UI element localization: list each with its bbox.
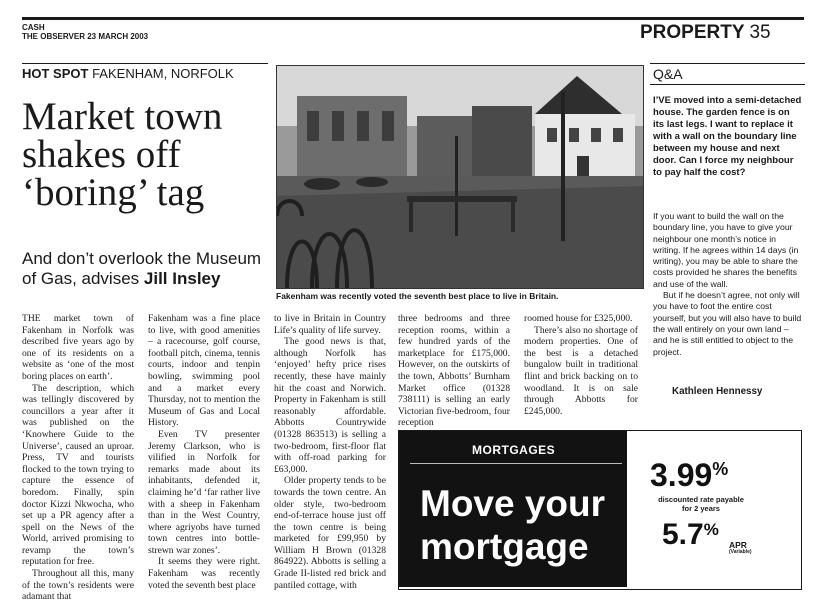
article-column-3 (274, 313, 386, 591)
paragraph: The good news is that, although Norfolk has ‘enjoyed’ hefty price rises recently, these have mainly hit the coast and Norwich. Property in Fakenham is still reasonably affordable. Abbotts Countrywide (01328 863513) is selling a two-bedroom, first-floor flat with off-road parking for £63,000. (274, 336, 386, 475)
headline: Market town shakes off ‘boring’ tag (22, 95, 223, 214)
kicker-label: HOT SPOT (22, 66, 89, 81)
masthead-rule (22, 17, 804, 20)
paragraph: three bedrooms and three reception rooms, within a few hundred yards of the marketplace for £175,000. However, on the outskirts of the town, Abbotts’ Burnham Market office (01328 738111) is selling an early Victorian five-bedroom, four reception (398, 313, 510, 429)
article-column-1 (22, 313, 134, 603)
paragraph: Even TV presenter Jeremy Clarkson, who is vilified in Norfolk for remarks made about its inhabitants, defended it, claiming he’d ‘far rather live with a sheep in Fakenham than in the West Country, where agriyobs have turned town centres into bottle-strewn war zones’. (148, 428, 260, 556)
town-square-image (277, 66, 643, 288)
photo-caption: Fakenham was recently voted the seventh best place to live in Britain. (276, 291, 559, 301)
standfirst (22, 249, 274, 289)
paragraph: Throughout all this, many of the town’s residents were adamant that (22, 568, 134, 603)
article-column-2 (148, 313, 260, 591)
paragraph: to live in Britain in Country Life’s quality of life survey. (274, 313, 386, 336)
standfirst-text: And don’t overlook the Museum of Gas, advises (22, 249, 262, 288)
discount-rate-note: discounted rate payable for 2 years (658, 495, 744, 513)
kicker (22, 66, 234, 81)
paragraph: There’s also no shortage of modern properties. One of the best is a detached bungalow built in traditional flint and brick backing on to woodland. It is on sale through Abbotts for £245,000. (524, 324, 638, 417)
answer-paragraph: If you want to build the wall on the boundary line, you have to give your neighbour one month’s notice in writing. If he agrees within 14 days (in writing), you may be able to share the costs provided he shares the benefits and use of the wall. (653, 211, 799, 289)
paragraph: It seems they were right. Fakenham was recently voted the seventh best place (148, 556, 260, 591)
paragraph: The description, which was tellingly discovered by councillors a year after it was published on the ‘Knowhere Guide to the Universe’, caused an uproar. Press, TV and tourists flocked to the town trying to capture the essence of boredom. Finally, spin doctor Kizzi Nkwocha, who set up a PR agency after a spell on the News of the World, arrived promising to revamp the town’s reputation for free. (22, 382, 134, 568)
advert-label: MORTGAGES (472, 443, 556, 457)
percent-sign: % (712, 459, 729, 479)
qa-answer (653, 211, 803, 358)
variable-label: (Variable) (729, 549, 752, 555)
apr-label: APR (729, 540, 747, 550)
qa-author: Kathleen Hennessy (672, 386, 763, 397)
answer-paragraph: But if he doesn’t agree, not only will you have to foot the entire cost yourself, but you will also have to build the wall entirely on your own land – and he is still entitled to object to the project. (653, 290, 802, 357)
rate-value: 5.7 (662, 518, 704, 551)
section-name: CASH (22, 23, 45, 32)
qa-title: Q&A (650, 63, 805, 85)
paragraph: THE market town of Fakenham in Norfolk was described five years ago by one of its residents on a website as ‘one of the most boring places on earth’. (22, 313, 134, 382)
byline: Jill Insley (143, 269, 221, 288)
date-line: THE OBSERVER 23 MARCH 2003 (22, 32, 149, 41)
paragraph: roomed house for £325,000. (524, 313, 633, 324)
page-label: PROPERTY (640, 22, 745, 43)
advert-divider (410, 463, 622, 464)
article-column-5 (524, 313, 638, 417)
paragraph: Older property tends to be towards the town centre. An older style, two-bedroom end-of-terrace house just off the town centre is being marketed for £99,950 by William H Brown (01328 864922). Abbotts is selling a Grade II-listed red brick and pantiled cottage, with (274, 475, 386, 591)
masthead-section (22, 23, 148, 41)
page-header (640, 22, 771, 44)
article-column-4 (398, 313, 510, 429)
paragraph: Fakenham was a fine place to live, with good amenities – a racecourse, golf course, football pitch, cinema, tennis courts, indoor and tenpin bowling, swimming pool and a market every Thursday, not to mention the Museum of Gas and Local History. (148, 313, 260, 429)
kicker-place: FAKENHAM, NORFOLK (92, 66, 234, 81)
page-number: 35 (749, 22, 771, 43)
qa-question: I’VE moved into a semi-detached house. The garden fence is on its last legs. I want to replace it with a wall on the boundary line between my house and next door. Can I force my neighbour to pay half the cost? (653, 95, 802, 178)
percent-sign: % (703, 520, 719, 539)
rate-value: 3.99 (650, 457, 713, 493)
discount-rate (650, 457, 728, 494)
town-photo (276, 65, 644, 289)
kicker-rule (22, 63, 268, 64)
apr-rate (662, 518, 719, 552)
advert-headline: Move your mortgage (420, 483, 606, 567)
